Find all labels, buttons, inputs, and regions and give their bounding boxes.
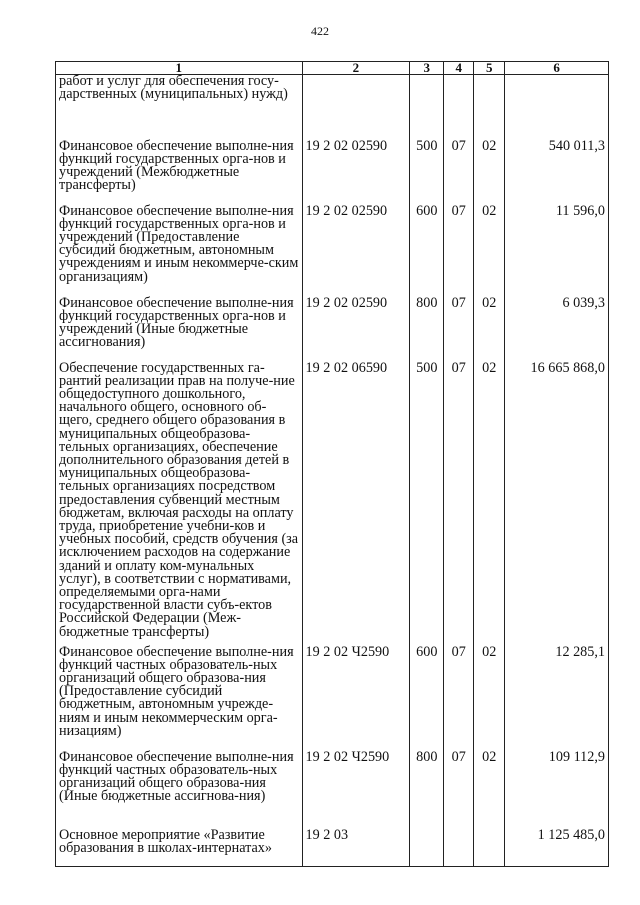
table-row	[56, 75, 609, 140]
row-pr	[474, 829, 505, 867]
row-amount: 12 285,1	[505, 646, 609, 751]
row-name: работ и услуг для обеспечения госу-дарственных (муниципальных) нужд)	[56, 75, 303, 140]
row-name: Финансовое обеспечение выполне-ния функций частных образователь-ных организаций общего образова-ния (Иные бюджетные ассигнова-ния)	[56, 751, 303, 829]
row-vr	[410, 829, 444, 867]
row-vr: 600	[410, 646, 444, 751]
row-name: Финансовое обеспечение выполне-ния функций государственных орга-нов и учреждений (Предоставление субсидий бюджетным, автономным учреждениям и иным некоммерче-ским организациям)	[56, 205, 303, 297]
row-name: Финансовое обеспечение выполне-ния функций государственных орга-нов и учреждений (Межбюджетные трансферты)	[56, 140, 303, 205]
table-row	[56, 297, 609, 362]
row-name: Основное мероприятие «Развитие образования в школах-интернатах»	[56, 829, 303, 867]
table-row	[56, 140, 609, 205]
row-rz	[444, 829, 474, 867]
column-header: 4	[444, 62, 474, 75]
row-pr: 02	[474, 297, 505, 362]
row-vr: 600	[410, 205, 444, 297]
row-pr: 02	[474, 362, 505, 646]
row-vr: 800	[410, 297, 444, 362]
row-rz: 07	[444, 362, 474, 646]
table-row	[56, 829, 609, 867]
row-pr: 02	[474, 751, 505, 829]
page-number: 422	[311, 24, 329, 38]
row-code: 19 2 02 06590	[302, 362, 410, 646]
row-amount: 6 039,3	[505, 297, 609, 362]
row-code: 19 2 02 02590	[302, 297, 410, 362]
row-vr: 500	[410, 362, 444, 646]
row-rz: 07	[444, 751, 474, 829]
row-amount: 540 011,3	[505, 140, 609, 205]
table-row	[56, 646, 609, 751]
row-amount: 109 112,9	[505, 751, 609, 829]
table-row	[56, 751, 609, 829]
table-row	[56, 205, 609, 297]
row-vr: 800	[410, 751, 444, 829]
row-name: Обеспечение государственных га-рантий реализации прав на получе-ние общедоступного дошкольного, начального общего, основного об-щего, среднего общего образования в муниципальных общеобразова-тельных организациях, обеспечение дополнительного образования детей в муниципальных общеобразова-тельных организациях посредством предоставления субвенций местным бюджетам, включая расходы на оплату труда, приобретение учебни-ков и учебных пособий, средств обучения (за исключением расходов на содержание зданий и оплату ком-мунальных услуг), в соответствии с нормативами, определяемыми орга-нами государственной власти субъ-ектов Российской Федерации (Меж-бюджетные трансферты)	[56, 362, 303, 646]
budget-table	[55, 61, 609, 867]
row-code: 19 2 02 Ч2590	[302, 646, 410, 751]
row-code: 19 2 03	[302, 829, 410, 867]
row-rz: 07	[444, 646, 474, 751]
row-pr	[474, 75, 505, 140]
column-header: 6	[505, 62, 609, 75]
column-header: 3	[410, 62, 444, 75]
row-rz	[444, 75, 474, 140]
row-amount: 11 596,0	[505, 205, 609, 297]
column-header: 2	[302, 62, 410, 75]
row-amount	[505, 75, 609, 140]
row-name: Финансовое обеспечение выполне-ния функций государственных орга-нов и учреждений (Иные бюджетные ассигнования)	[56, 297, 303, 362]
row-pr: 02	[474, 140, 505, 205]
row-code: 19 2 02 Ч2590	[302, 751, 410, 829]
row-code: 19 2 02 02590	[302, 140, 410, 205]
row-code: 19 2 02 02590	[302, 205, 410, 297]
row-pr: 02	[474, 646, 505, 751]
row-pr: 02	[474, 205, 505, 297]
row-amount: 16 665 868,0	[505, 362, 609, 646]
row-name: Финансовое обеспечение выполне-ния функций частных образователь-ных организаций общего образова-ния (Предоставление субсидий бюджетным, автономным учрежде-ниям и иным некоммерческим орга-низациям)	[56, 646, 303, 751]
row-rz: 07	[444, 140, 474, 205]
column-header: 5	[474, 62, 505, 75]
row-rz: 07	[444, 205, 474, 297]
row-vr: 500	[410, 140, 444, 205]
row-rz: 07	[444, 297, 474, 362]
row-code	[302, 75, 410, 140]
table-row	[56, 362, 609, 646]
row-amount: 1 125 485,0	[505, 829, 609, 867]
column-header: 1	[56, 62, 303, 75]
row-vr	[410, 75, 444, 140]
